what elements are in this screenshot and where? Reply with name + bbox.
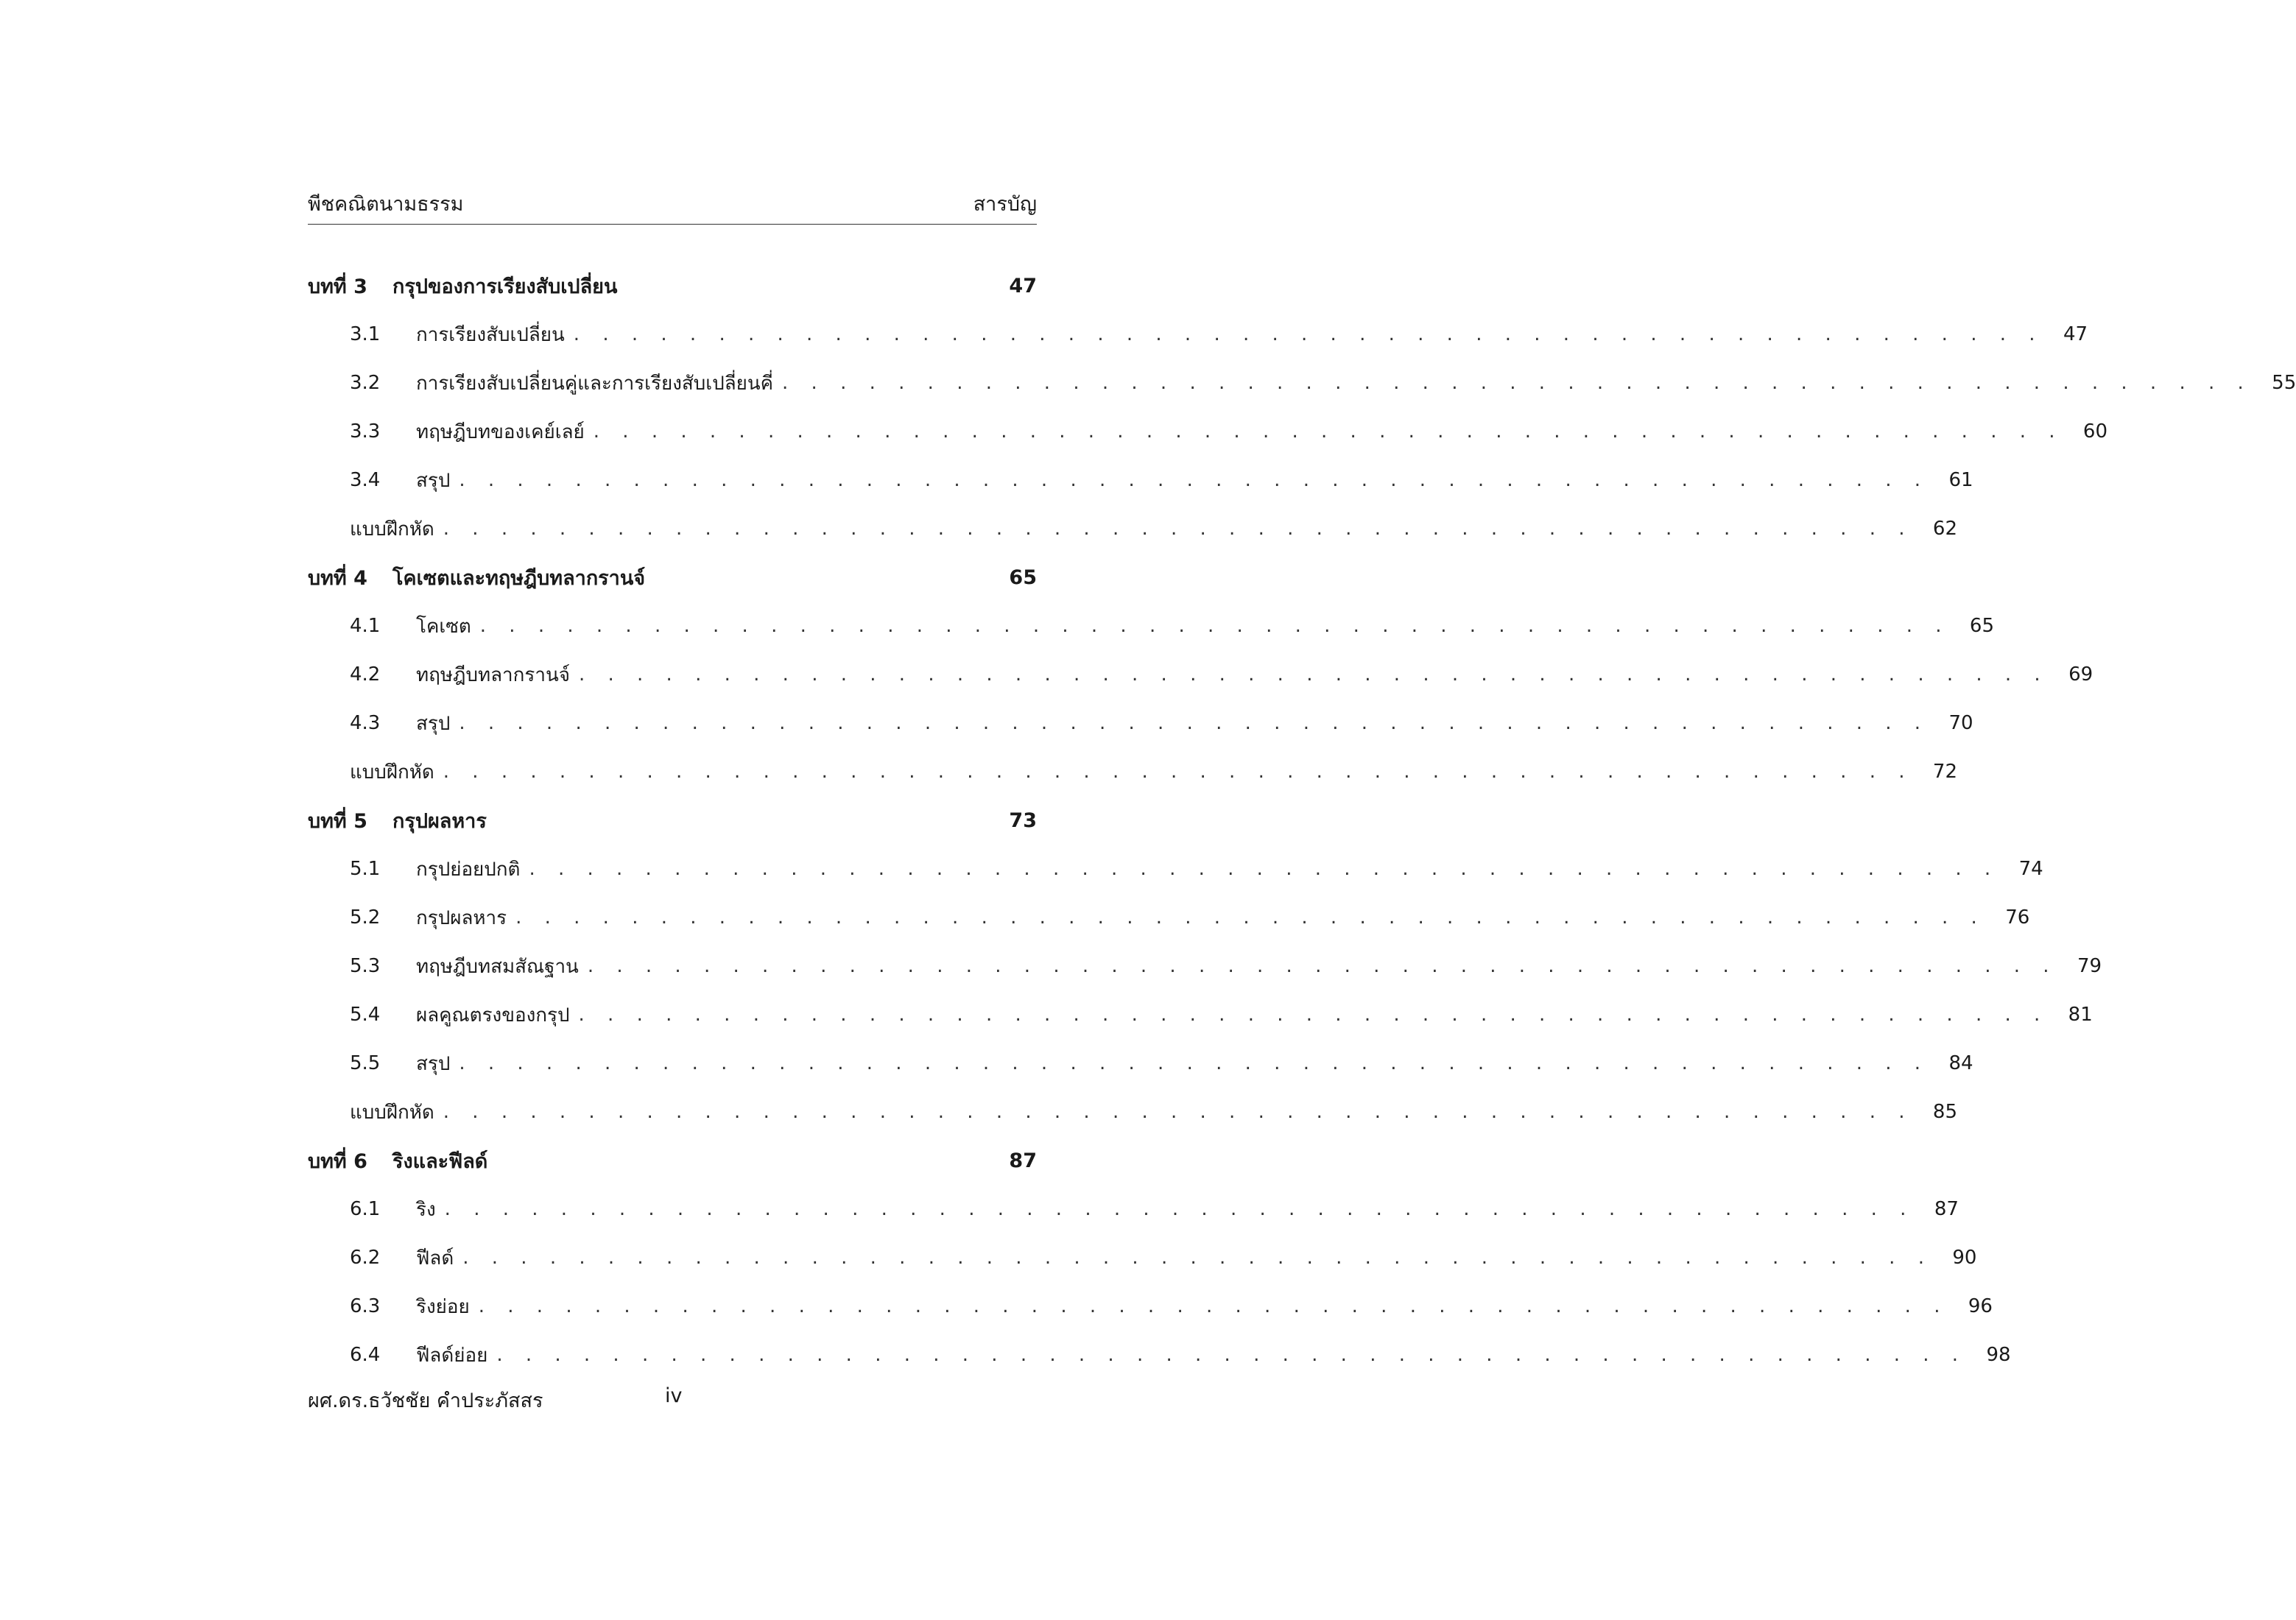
page-number: 90 [1952,1247,1977,1269]
section-number: 3.2 [350,372,381,394]
page-number: 96 [1968,1295,1993,1317]
section-title: กรุปย่อยปกติ [416,858,521,881]
chapter-title: กรุปผลหาร [392,809,487,833]
chapter-label: บทที่ 6 [308,1149,367,1173]
section-number: 5.5 [350,1052,381,1074]
footer-author: ผศ.ดร.ธวัชชัย คำประภัสสร [308,1390,543,1412]
page-number: 73 [1009,809,1037,832]
chapter-title: ริงและฟีลด์ [392,1149,488,1173]
running-header [308,190,1037,225]
toc-section-row [308,407,2108,456]
dot-leader: . . . . . . . . . . . . . . . . . . . . . . . . . . . . . . . . . . . . . . . . . . . . . . . . . . . [496,1344,1967,1366]
toc-chapter-row [308,1136,1037,1185]
toc-section-row [308,1185,1959,1233]
dot-leader: . . . . . . . . . . . . . . . . . . . . . . . . . . . . . . . . . . . . . . . . . . . . . . . . . . . [578,1004,2049,1026]
dot-leader: . . . . . . . . . . . . . . . . . . . . . . . . . . . . . . . . . . . . . . . . . . . . . . . . . . . [462,1247,1933,1269]
page-number: 74 [2018,858,2043,880]
page-number: 69 [2068,663,2093,686]
section-title: กรุปผลหาร [416,906,507,929]
section-number: 6.3 [350,1295,381,1317]
section-title: ทฤษฎีบทลากรานจ์ [416,663,570,686]
page-number: 47 [2063,323,2088,345]
section-title: ทฤษฎีบทของเคย์เลย์ [416,420,585,443]
section-title: การเรียงสับเปลี่ยนคู่และการเรียงสับเปลี่ยนคี่ [416,372,774,395]
dot-leader: . . . . . . . . . . . . . . . . . . . . . . . . . . . . . . . . . . . . . . . . . . . . . . . . . . . [573,323,2044,345]
chapter-label: บทที่ 5 [308,809,367,833]
page-number: 81 [2068,1004,2093,1026]
page-number: 65 [1969,615,1995,637]
dot-leader: . . . . . . . . . . . . . . . . . . . . . . . . . . . . . . . . . . . . . . . . . . . . . . . . . . . [587,955,2058,977]
section-title: สรุป [416,712,451,735]
section-number: 6.4 [350,1344,381,1366]
dot-leader: . . . . . . . . . . . . . . . . . . . . . . . . . . . . . . . . . . . . . . . . . . . . . . . . . . . [443,1101,1913,1123]
page-number: 62 [1932,518,1957,540]
section-title: การเรียงสับเปลี่ยน [416,323,565,346]
toc-section-row [308,1282,1993,1331]
page-number: 76 [2005,906,2030,929]
section-number: 6.1 [350,1198,381,1220]
dot-leader: . . . . . . . . . . . . . . . . . . . . . . . . . . . . . . . . . . . . . . . . . . . . . . . . . . . [593,420,2064,443]
section-title: โคเซต [416,615,471,638]
page-number: 72 [1932,761,1957,783]
section-number: 6.2 [350,1247,381,1269]
section-number: 5.4 [350,1004,381,1026]
page-number: 98 [1986,1344,2011,1366]
toc-chapter-row [308,553,1037,602]
dot-leader: . . . . . . . . . . . . . . . . . . . . . . . . . . . . . . . . . . . . . . . . . . . . . . . . . . . [459,1052,1929,1074]
toc-section-row [308,359,2296,407]
toc-section-row [308,310,2088,359]
chapter-label: บทที่ 4 [308,566,367,590]
header-section-title: สารบัญ [973,193,1037,216]
page-number: 65 [1009,566,1037,589]
page-number: 61 [1948,469,1973,491]
toc-section-row [308,942,2102,990]
section-title: ริงย่อย [416,1295,470,1318]
toc-exercise-row [308,747,1957,796]
dot-leader: . . . . . . . . . . . . . . . . . . . . . . . . . . . . . . . . . . . . . . . . . . . . . . . . . . . [443,761,1913,783]
section-number: 3.4 [350,469,381,491]
page-number: 87 [1934,1198,1959,1220]
section-number: 4.2 [350,663,381,686]
section-title: ฟีลด์ [416,1247,454,1269]
section-number: 3.1 [350,323,381,345]
section-title: ริง [416,1198,436,1221]
toc-chapter-row [308,796,1037,845]
table-of-contents [308,261,2296,1379]
dot-leader: . . . . . . . . . . . . . . . . . . . . . . . . . . . . . . . . . . . . . . . . . . . . . . . . . . . [578,663,2049,686]
section-number: 5.2 [350,906,381,929]
section-title: สรุป [416,1052,451,1075]
section-number: 5.3 [350,955,381,977]
page-number: 84 [1948,1052,1973,1074]
toc-section-row [308,990,2093,1039]
page-number: 85 [1932,1101,1957,1123]
dot-leader: . . . . . . . . . . . . . . . . . . . . . . . . . . . . . . . . . . . . . . . . . . . . . . . . . . . [444,1198,1915,1220]
footer-page-number: iv [665,1384,683,1407]
toc-section-row [308,650,2093,699]
page-number: 47 [1009,274,1037,297]
toc-section-row [308,893,2030,942]
chapter-title: กรุปของการเรียงสับเปลี่ยน [392,275,618,298]
page-number: 55 [2272,372,2296,394]
dot-leader: . . . . . . . . . . . . . . . . . . . . . . . . . . . . . . . . . . . . . . . . . . . . . . . . . . . [529,858,1999,880]
section-number: 4.3 [350,712,381,734]
dot-leader: . . . . . . . . . . . . . . . . . . . . . . . . . . . . . . . . . . . . . . . . . . . . . . . . . . . [459,712,1929,734]
section-title: ฟีลด์ย่อย [416,1344,488,1367]
dot-leader: . . . . . . . . . . . . . . . . . . . . . . . . . . . . . . . . . . . . . . . . . . . . . . . . . . . [515,906,1986,929]
document-page [308,190,2296,1379]
exercise-title: แบบฝึกหัด [350,761,434,783]
section-title: สรุป [416,469,451,492]
exercise-title: แบบฝึกหัด [350,518,434,540]
toc-section-row [308,602,1995,650]
section-title: ทฤษฎีบทสมสัณฐาน [416,955,579,978]
header-book-title: พีชคณิตนามธรรม [308,193,464,216]
chapter-title: โคเซตและทฤษฎีบทลากรานจ์ [392,566,646,590]
page-number: 60 [2082,420,2108,443]
section-title: ผลคูณตรงของกรุป [416,1004,570,1026]
section-number: 3.3 [350,420,381,443]
dot-leader: . . . . . . . . . . . . . . . . . . . . . . . . . . . . . . . . . . . . . . . . . . . . . . . . . . . [478,1295,1948,1317]
toc-section-row [308,1039,1973,1088]
page-number: 70 [1948,712,1973,734]
toc-section-row [308,1331,2011,1379]
toc-section-row [308,456,1973,504]
page-number: 79 [2077,955,2102,977]
exercise-title: แบบฝึกหัด [350,1101,434,1124]
toc-section-row [308,699,1973,747]
section-number: 5.1 [350,858,381,880]
page-number: 87 [1009,1149,1037,1172]
toc-section-row [308,845,2043,893]
toc-section-row [308,1233,1977,1282]
dot-leader: . . . . . . . . . . . . . . . . . . . . . . . . . . . . . . . . . . . . . . . . . . . . . . . . . . . [443,518,1913,540]
running-footer [308,1384,1037,1414]
chapter-label: บทที่ 3 [308,275,367,298]
toc-chapter-row [308,261,1037,310]
dot-leader: . . . . . . . . . . . . . . . . . . . . . . . . . . . . . . . . . . . . . . . . . . . . . . . . . . . [782,372,2253,394]
dot-leader: . . . . . . . . . . . . . . . . . . . . . . . . . . . . . . . . . . . . . . . . . . . . . . . . . . . [479,615,1951,637]
section-number: 4.1 [350,615,381,637]
toc-exercise-row [308,1088,1957,1136]
dot-leader: . . . . . . . . . . . . . . . . . . . . . . . . . . . . . . . . . . . . . . . . . . . . . . . . . . . [459,469,1929,491]
toc-exercise-row [308,504,1957,553]
